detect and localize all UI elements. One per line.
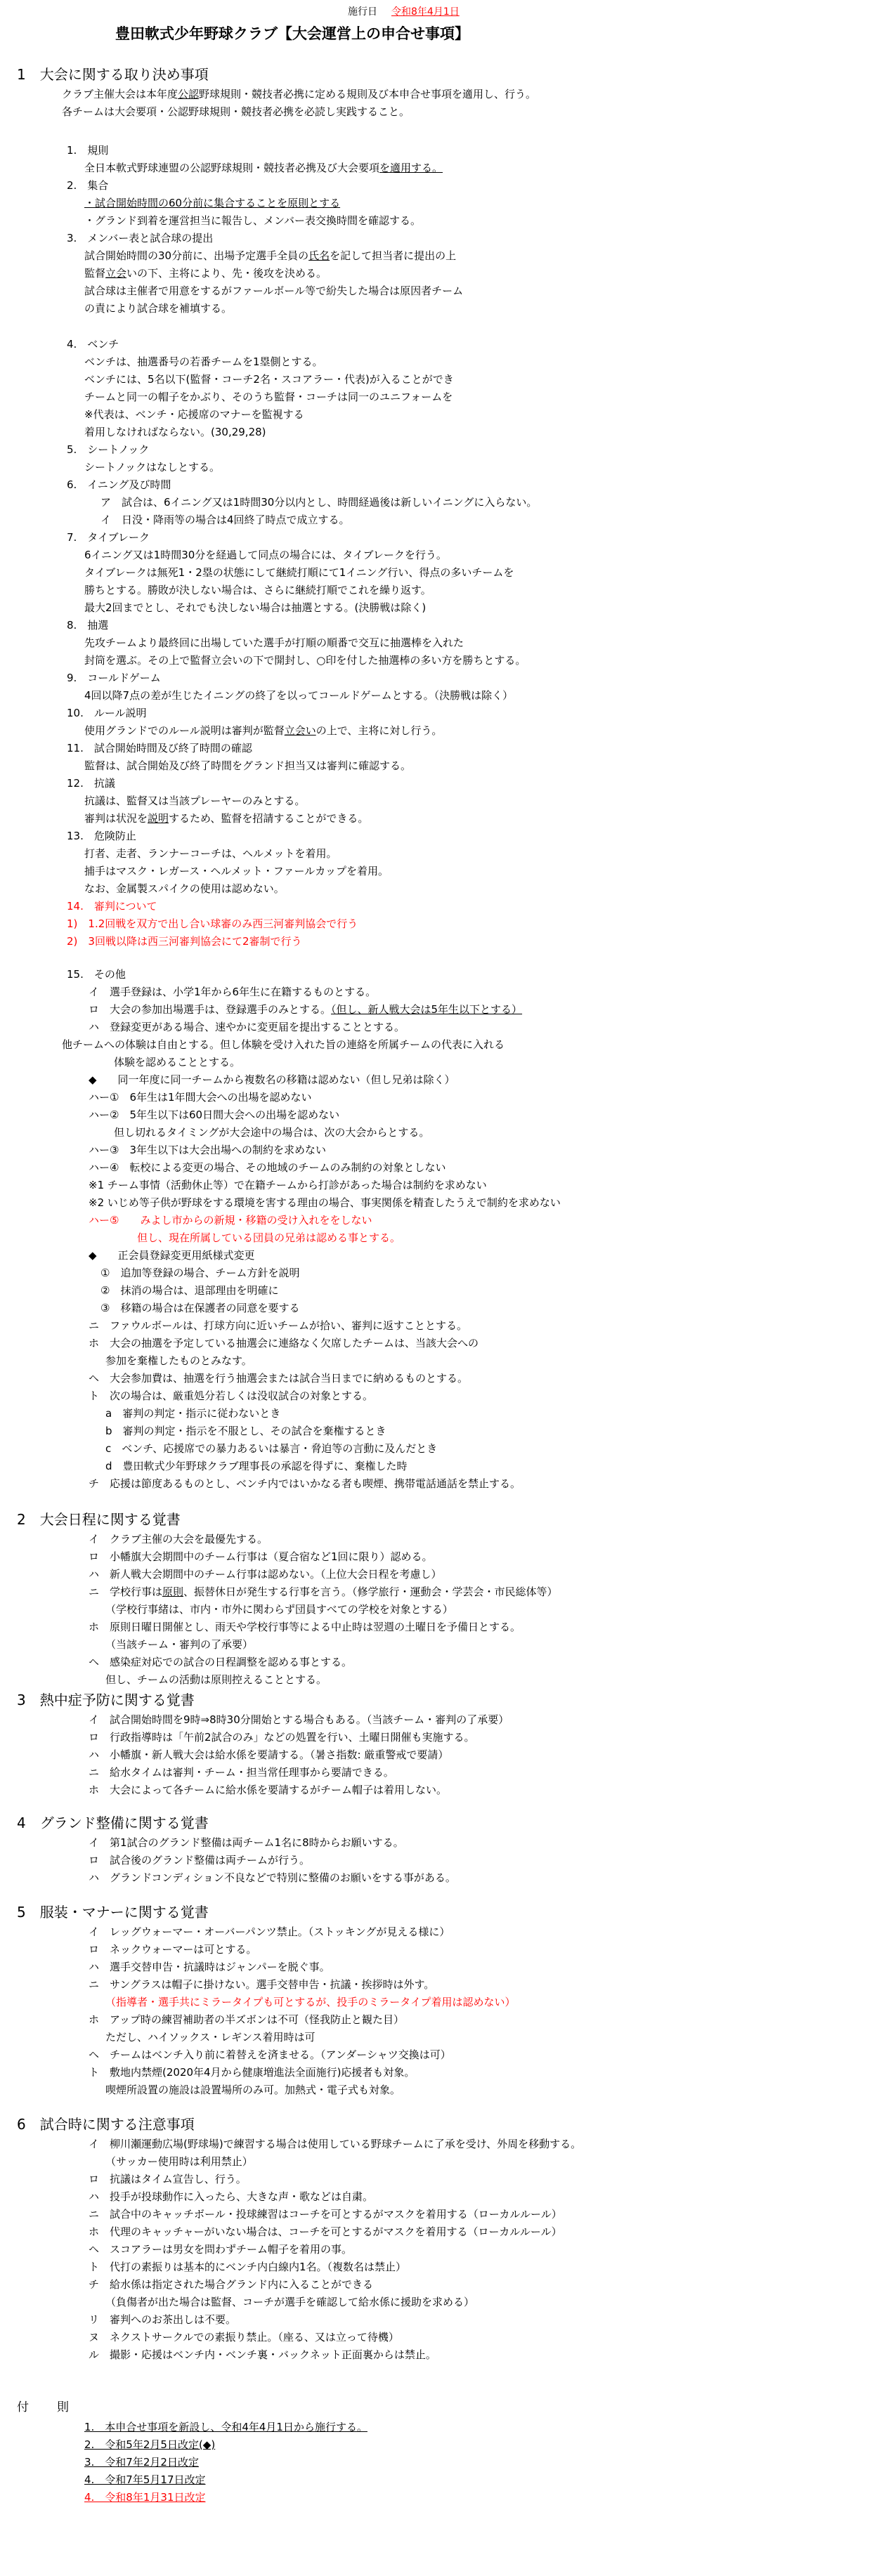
doc-line: ロ 行政指導時は「午前2試合のみ」などの処置を行い、土曜日開催も実施する。 <box>89 1731 475 1744</box>
doc-line: ※1 チーム事情（活動休止等）で在籍チームから打診があった場合は制約を求めない <box>89 1179 487 1191</box>
doc-line: （負傷者が出た場合は監督、コーチが選手を確認して給水係に援助を求める） <box>105 2296 475 2308</box>
section-2-heading: 2 大会日程に関する覚書 <box>17 1511 181 1528</box>
doc-line: ニ ファウルボールは、打球方向に近いチームが拾い、審判に返すこととする。 <box>89 1319 467 1332</box>
doc-line <box>0 159 872 177</box>
doc-line: 1) 1.2回戦を双方で出し合い球審のみ西三河審判協会で行う <box>67 917 358 930</box>
doc-line: ヘ 感染症対応での試合の日程調整を認める事とする。 <box>89 1656 353 1668</box>
doc-line: 抗議は、監督又は当該プレーヤーのみとする。 <box>84 795 306 807</box>
doc-line: ト 代打の素振りは基本的にベンチ内白線内1名。（複数名は禁止） <box>89 2261 407 2273</box>
doc-line: 監督は、試合開始及び終了時間をグランド担当又は審判に確認する。 <box>84 759 412 772</box>
page-title: 豊田軟式少年野球クラブ【大会運営上の申合せ事項】 <box>115 25 469 42</box>
doc-line: ハ 小幡旗・新人戦大会は給水係を要請する。（暑さ指数: 厳重警戒で要請） <box>89 1748 449 1761</box>
doc-text-segment: を記して担当者に提出の上 <box>330 249 457 262</box>
furoku-heading: 付 則 <box>17 2400 70 2414</box>
doc-line: ハ グランドコンディション不良などで特別に整備のお願いをする事がある。 <box>89 1871 456 1884</box>
doc-line: 最大2回までとし、それでも決しない場合は抽選とする。(決勝戦は除く) <box>84 601 427 614</box>
doc-line: ロ 抗議はタイム宣告し、行う。 <box>89 2173 247 2185</box>
doc-line: ③ 移籍の場合は在保護者の同意を要する <box>100 1302 300 1314</box>
doc-line: 着用しなければならない。(30,29,28) <box>84 426 266 438</box>
doc-line: イ 柳川瀬運動広場(野球場)で練習する場合は使用している野球チームに了承を受け、外周を移動する。 <box>89 2138 582 2150</box>
doc-line: ロ ネックウォーマーは可とする。 <box>89 1943 257 1956</box>
doc-text-segment: 説明 <box>148 812 169 825</box>
doc-line: タイブレークは無死1・2塁の状態にして継続打順にて1イニング行い、得点の多いチームを <box>84 566 514 579</box>
item-10-rule: 10. ルール説明 <box>67 707 147 719</box>
doc-line: ◆ 正会員登録変更用紙様式変更 <box>89 1249 255 1262</box>
doc-line <box>0 265 872 282</box>
doc-line: 他チームへの体験は自由とする。但し体験を受け入れた旨の連絡を所属チームの代表に入れる <box>62 1038 505 1051</box>
doc-line: 喫煙所設置の施設は設置場所のみ可。加熱式・電子式も対象。 <box>105 2084 401 2096</box>
doc-text-segment: ロ 大会の参加出場選手は、登録選手のみとする。 <box>89 1003 332 1016</box>
doc-line: の責により試合球を補填する。 <box>84 302 233 315</box>
doc-line: 試合球は主催者で用意をするがファールボール等で紛失した場合は原因者チーム <box>84 285 464 297</box>
doc-line <box>0 810 872 828</box>
doc-line: 4. 令和7年5月17日改定 <box>84 2473 206 2486</box>
doc-line: ホ 原則日曜日開催とし、雨天や学校行事等による中止時は翌週の土曜日を予備日とする。 <box>89 1621 521 1633</box>
doc-line: シートノックはなしとする。 <box>84 461 221 473</box>
doc-line: ハー⑤ みよし市からの新規・移籍の受け入れををしない <box>89 1214 372 1227</box>
doc-line: ・試合開始時間の60分前に集合することを原則とする <box>84 197 341 209</box>
doc-line: b 審判の判定・指示を不服とし、その試合を棄権するとき <box>105 1425 386 1437</box>
section-6-heading: 6 試合時に関する注意事項 <box>17 2116 195 2133</box>
doc-line: ① 追加等登録の場合、チーム方針を説明 <box>100 1267 300 1279</box>
doc-line <box>0 1583 872 1601</box>
doc-text-segment: （但し、新人戦大会は5年生以下とする） <box>331 1003 523 1016</box>
section-3-heading: 3 熱中症予防に関する覚書 <box>17 1692 195 1708</box>
doc-line: 先攻チームより最終回に出場していた選手が打順の順番で交互に抽選棒を入れた <box>84 636 464 649</box>
doc-line: ヘ チームはベンチ入り前に着替えを済ませる。（アンダーシャツ交換は可） <box>89 2048 451 2061</box>
item-2-shugo: 2. 集合 <box>67 179 109 192</box>
doc-line: ハー③ 3年生以下は大会出場への制約を求めない <box>89 1144 326 1156</box>
doc-line: チ 応援は節度あるものとし、ベンチ内ではいかなる者も喫煙、携帯電話通話を禁止する。 <box>89 1477 521 1490</box>
doc-line: ト 次の場合は、厳重処分若しくは没収試合の対象とする。 <box>89 1390 374 1402</box>
doc-line: 勝ちとする。勝敗が決しない場合は、さらに継続打順でこれを繰り返す。 <box>84 584 431 596</box>
doc-line: 捕手はマスク・レガース・ヘルメット・ファールカップを着用。 <box>84 865 389 877</box>
doc-text-segment: の上で、主将に対し行う。 <box>315 724 443 737</box>
item-15-sonota: 15. その他 <box>67 968 126 981</box>
doc-line: 参加を棄権したものとみなす。 <box>105 1354 252 1367</box>
section-1-heading: 1 大会に関する取り決め事項 <box>17 66 209 83</box>
doc-line: ヘ スコアラーは男女を問わずチーム帽子を着用の事。 <box>89 2243 353 2256</box>
doc-line: イ クラブ主催の大会を最優先する。 <box>89 1533 268 1545</box>
doc-line: （サッカー使用時は利用禁止） <box>105 2155 253 2168</box>
doc-line: ニ サングラスは帽子に掛けない。選手交替申告・抗議・挨拶時は外す。 <box>89 1978 435 1991</box>
doc-line: ハ 選手交替申告・抗議時はジャンパーを脱ぐ事。 <box>89 1961 330 1973</box>
doc-line: （指導者・選手共にミラータイプも可とするが、投手のミラータイプ着用は認めない） <box>105 1996 516 2008</box>
doc-line: ハ 投手が投球動作に入ったら、大きな声・歌などは自粛。 <box>89 2190 374 2203</box>
issue-date-label: 施行日 <box>348 6 377 18</box>
doc-line: 2. 令和5年2月5日改定(◆) <box>84 2438 216 2451</box>
item-11-time: 11. 試合開始時間及び終了時間の確認 <box>67 742 252 754</box>
item-9-coldgame: 9. コールドゲーム <box>67 672 161 684</box>
doc-text-segment: 全日本軟式野球連盟の公認野球規則・競技者必携及び大会要項 <box>84 162 380 174</box>
doc-line: 2) 3回戦以降は西三河審判協会にて2審制で行う <box>67 935 302 948</box>
doc-text-segment: 原則 <box>162 1586 184 1598</box>
doc-line: ハー④ 転校による変更の場合、その地域のチームのみ制約の対象としない <box>89 1161 446 1174</box>
doc-text-segment: 試合開始時間の30分前に、出場予定選手全員の <box>84 249 309 262</box>
doc-text-segment: 野球規則・競技者必携に定める規則及び本申合せ事項を適用し、行う。 <box>199 88 537 100</box>
doc-line: ロ 試合後のグランド整備は両チームが行う。 <box>89 1854 311 1866</box>
doc-line: ヌ ネクストサークルでの素振り禁止。（座る、又は立って待機） <box>89 2331 399 2343</box>
doc-line: 但し、チームの活動は原則控えることとする。 <box>105 1673 327 1686</box>
doc-line: ホ 大会の抽選を予定している抽選会に連絡なく欠席したチームは、当該大会への <box>89 1337 479 1349</box>
doc-text-segment: 使用グランドでのルール説明は審判が監督 <box>84 724 285 737</box>
doc-line: ト 敷地内禁煙(2020年4月から健康増進法全面施行)応援者も対象。 <box>89 2066 415 2079</box>
doc-text-segment: 、振替休日が発生する行事を言う。（修学旅行・運動会・学芸会・市民総体等） <box>183 1586 558 1598</box>
doc-text-segment: いの下、主将により、先・後攻を決める。 <box>126 267 327 280</box>
doc-line: ハー② 5年生以下は60日間大会への出場を認めない <box>89 1109 340 1121</box>
item-14-shinpan: 14. 審判について <box>67 900 157 913</box>
doc-line: ホ アップ時の練習補助者の半ズボンは不可（怪我防止と観た目） <box>89 2013 404 2026</box>
doc-text-segment: 審判は状況を <box>84 812 148 825</box>
doc-line: 打者、走者、ランナーコーチは、ヘルメットを着用。 <box>84 847 337 860</box>
item-1-kisoku: 1. 規則 <box>67 144 109 157</box>
doc-text-segment: 氏名 <box>308 249 330 262</box>
doc-line: 4回以降7点の差が生じたイニングの終了を以ってコールドゲームとする。（決勝戦は除く） <box>84 689 514 702</box>
doc-line: ベンチには、5名以下(監督・コーチ2名・スコアラー・代表)が入ることができ <box>84 373 454 386</box>
doc-line: イ 日没・降雨等の場合は4回終了時点で成立する。 <box>100 514 350 526</box>
doc-line: ハ 新人戦大会期間中のチーム行事は認めない。（上位大会日程を考慮し） <box>89 1568 442 1581</box>
doc-line <box>0 722 872 740</box>
doc-line <box>0 247 872 265</box>
doc-line: チ 給水係は指定された場合グランド内に入ることができる <box>89 2278 374 2291</box>
doc-line: 3. 令和7年2月2日改定 <box>84 2456 199 2469</box>
doc-text-segment: ニ 学校行事は <box>89 1586 163 1598</box>
doc-line: ② 抹消の場合は、退部理由を明確に <box>100 1284 279 1297</box>
doc-text-segment: 公認 <box>178 88 200 100</box>
doc-line: ※代表は、ベンチ・応援席のマナーを監視する <box>84 408 304 421</box>
doc-line: なお、金属製スパイクの使用は認めない。 <box>84 882 285 895</box>
doc-line: リ 審判へのお茶出しは不要。 <box>89 2313 237 2326</box>
doc-text-segment: クラブ主催大会は本年度 <box>62 88 178 100</box>
item-4-bench: 4. ベンチ <box>67 338 119 351</box>
doc-line <box>0 86 872 103</box>
item-5-seatknock: 5. シートノック <box>67 443 150 456</box>
issue-date-value: 令和8年4月1日 <box>391 6 460 18</box>
doc-text-segment: 立会 <box>105 267 127 280</box>
doc-line: 各チームは大会要項・公認野球規則・競技者必携を必読し実践すること。 <box>62 105 410 118</box>
item-7-tiebreak: 7. タイブレーク <box>67 531 150 544</box>
doc-line: イ レッグウォーマー・オーバーパンツ禁止。（ストッキングが見える様に） <box>89 1926 450 1938</box>
doc-line: 封筒を選ぶ。その上で監督立会いの下で開封し、○印を付した抽選棒の多い方を勝ちとする。 <box>84 654 526 667</box>
doc-line: ・グランド到着を運営担当に報告し、メンバー表交換時間を確認する。 <box>84 214 421 227</box>
doc-line: a 審判の判定・指示に従わないとき <box>105 1407 281 1420</box>
doc-line: c ベンチ、応援席での暴力あるいは暴言・脅迫等の言動に及んだとき <box>105 1442 438 1455</box>
section-4-heading: 4 グランド整備に関する覚書 <box>17 1815 209 1831</box>
doc-line: （学校行事緒は、市内・市外に関わらず団員すべての学校を対象とする） <box>105 1603 453 1616</box>
item-8-chusen: 8. 抽選 <box>67 619 109 632</box>
doc-line: イ 第1試合のグランド整備は両チーム1名に8時からお願いする。 <box>89 1836 404 1849</box>
item-6-inning: 6. イニング及び時間 <box>67 478 171 491</box>
doc-line: 6イニング又は1時間30分を経過して同点の場合には、タイブレークを行う。 <box>84 549 447 561</box>
doc-line: チームと同一の帽子をかぶり、そのうち監督・コーチは同一のユニフォームを <box>84 391 453 403</box>
doc-line: ハー① 6年生は1年間大会への出場を認めない <box>89 1091 312 1104</box>
doc-line: ロ 小幡旗大会期間中のチーム行事は（夏合宿など1回に限り）認める。 <box>89 1550 433 1563</box>
section-5-heading: 5 服装・マナーに関する覚書 <box>17 1904 209 1921</box>
doc-line: ヘ 大会参加費は、抽選を行う抽選会または試合当日までに納めるものとする。 <box>89 1372 469 1385</box>
doc-line: イ 選手登録は、小学1年から6年生に在籍するものとする。 <box>89 986 377 998</box>
item-12-kougi: 12. 抗議 <box>67 777 115 790</box>
doc-text-segment: 立会い <box>284 724 316 737</box>
doc-line: イ 試合開始時間を9時⇒8時30分開始とする場合もある。（当該チーム・審判の了承要） <box>89 1713 509 1726</box>
doc-line: ホ 代理のキャッチャーがいない場合は、コーチを可とするがマスクを着用する（ローカルルール） <box>89 2225 562 2238</box>
doc-line: ◆ 同一年度に同一チームから複数名の移籍は認めない（但し兄弟は除く） <box>89 1073 455 1086</box>
item-3-member: 3. メンバー表と試合球の提出 <box>67 232 214 244</box>
doc-text-segment: 監督 <box>84 267 106 280</box>
doc-line: （当該チーム・審判の了承要） <box>105 1638 254 1651</box>
doc-line: ア 試合は、6イニング又は1時間30分以内とし、時間経過後は新しいイニングに入らない。 <box>100 496 538 509</box>
doc-line: ただし、ハイソックス・レギンス着用時は可 <box>105 2031 315 2044</box>
doc-text-segment: するため、監督を招請することができる。 <box>169 812 369 825</box>
doc-line: d 豊田軟式少年野球クラブ理事長の承認を得ずに、棄権した時 <box>105 1460 408 1472</box>
document-body <box>0 63 872 2506</box>
doc-line: 体験を認めることとする。 <box>114 1056 241 1068</box>
doc-line: 但し切れるタイミングが大会途中の場合は、次の大会からとする。 <box>114 1126 430 1139</box>
latest-revision-line: 4. 令和8年1月31日改定 <box>84 2491 206 2504</box>
doc-line <box>0 1001 872 1019</box>
doc-line: ※2 いじめ等子供が野球をする環境を害する理由の場合、事実関係を精査したうえで制約を求めない <box>89 1196 561 1209</box>
doc-text-segment: を適用する。 <box>379 162 443 174</box>
doc-line: ニ 給水タイムは審判・チーム・担当常任理事から要請できる。 <box>89 1766 394 1779</box>
doc-line: 1. 本申合せ事項を新設し、令和4年4月1日から施行する。 <box>84 2421 367 2433</box>
doc-line: ホ 大会によって各チームに給水係を要請するがチーム帽子は着用しない。 <box>89 1784 448 1796</box>
doc-line: ル 撮影・応援はベンチ内・ベンチ裏・バックネット正面裏からは禁止。 <box>89 2348 436 2361</box>
doc-line: ハ 登録変更がある場合、速やかに変更届を提出することとする。 <box>89 1021 405 1033</box>
item-13-kiken: 13. 危険防止 <box>67 830 136 842</box>
issue-date-row <box>0 0 872 20</box>
doc-line: ベンチは、抽選番号の若番チームを1塁側とする。 <box>84 355 323 368</box>
doc-line: 但し、現在所属している団員の兄弟は認める事とする。 <box>137 1231 401 1244</box>
doc-line: ニ 試合中のキャッチボール・投球練習はコーチを可とするがマスクを着用する（ローカルルール） <box>89 2208 562 2221</box>
